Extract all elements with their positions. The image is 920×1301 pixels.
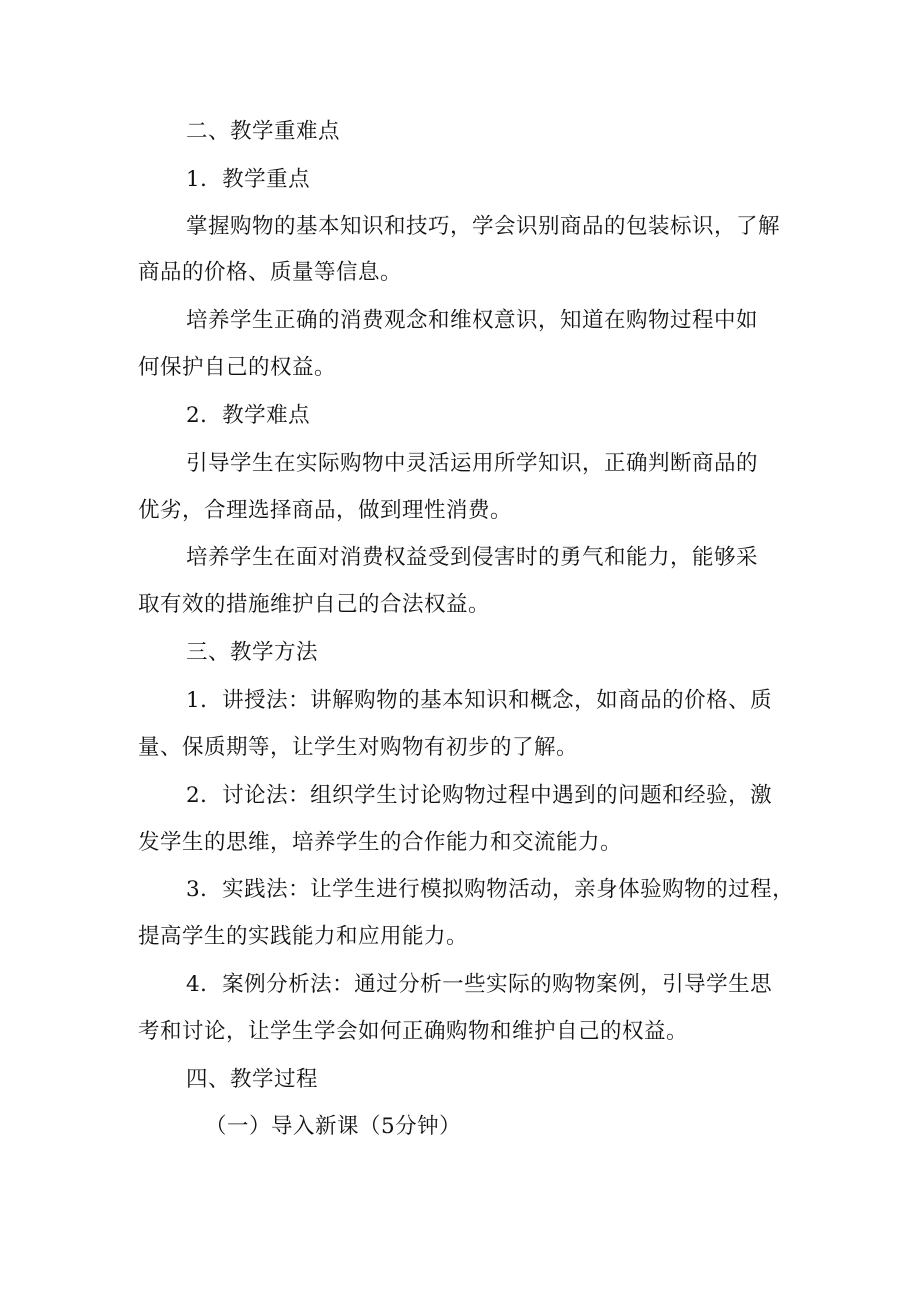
paragraph-line: 取有效的措施维护自己的合法权益。 bbox=[138, 592, 491, 617]
paragraph-line: 提高学生的实践能力和应用能力。 bbox=[138, 924, 469, 949]
section-heading-3: 三、教学方法 bbox=[186, 640, 319, 665]
subheading-teaching-difficulty: 2．教学难点 bbox=[186, 403, 311, 428]
subheading-intro: （一）导入新课（5分钟） bbox=[205, 1114, 462, 1139]
paragraph-line: 何保护自己的权益。 bbox=[138, 355, 337, 380]
paragraph-line: 优劣，合理选择商品，做到理性消费。 bbox=[138, 498, 513, 523]
paragraph-line: 考和讨论，让学生学会如何正确购物和维护自己的权益。 bbox=[138, 1019, 689, 1044]
paragraph-line: 掌握购物的基本知识和技巧，学会识别商品的包装标识，了解 bbox=[186, 214, 781, 239]
paragraph-line: 2．讨论法：组织学生讨论购物过程中遇到的问题和经验，激 bbox=[186, 783, 773, 808]
section-heading-2: 二、教学重难点 bbox=[186, 119, 341, 144]
subheading-teaching-focus: 1．教学重点 bbox=[186, 167, 311, 192]
paragraph-line: 引导学生在实际购物中灵活运用所学知识，正确判断商品的 bbox=[186, 451, 759, 476]
paragraph-line: 4．案例分析法：通过分析一些实际的购物案例，引导学生思 bbox=[186, 972, 773, 997]
section-heading-4: 四、教学过程 bbox=[186, 1067, 319, 1092]
paragraph-line: 量、保质期等，让学生对购物有初步的了解。 bbox=[138, 735, 579, 760]
paragraph-line: 商品的价格、质量等信息。 bbox=[138, 260, 403, 285]
paragraph-line: 培养学生正确的消费观念和维权意识，知道在购物过程中如 bbox=[186, 308, 759, 333]
paragraph-line: 3．实践法：让学生进行模拟购物活动，亲身体验购物的过程， bbox=[186, 877, 795, 902]
paragraph-line: 培养学生在面对消费权益受到侵害时的勇气和能力，能够采 bbox=[186, 545, 759, 570]
paragraph-line: 1．讲授法：讲解购物的基本知识和概念，如商品的价格、质 bbox=[186, 688, 773, 713]
paragraph-line: 发学生的思维，培养学生的合作能力和交流能力。 bbox=[138, 830, 623, 855]
